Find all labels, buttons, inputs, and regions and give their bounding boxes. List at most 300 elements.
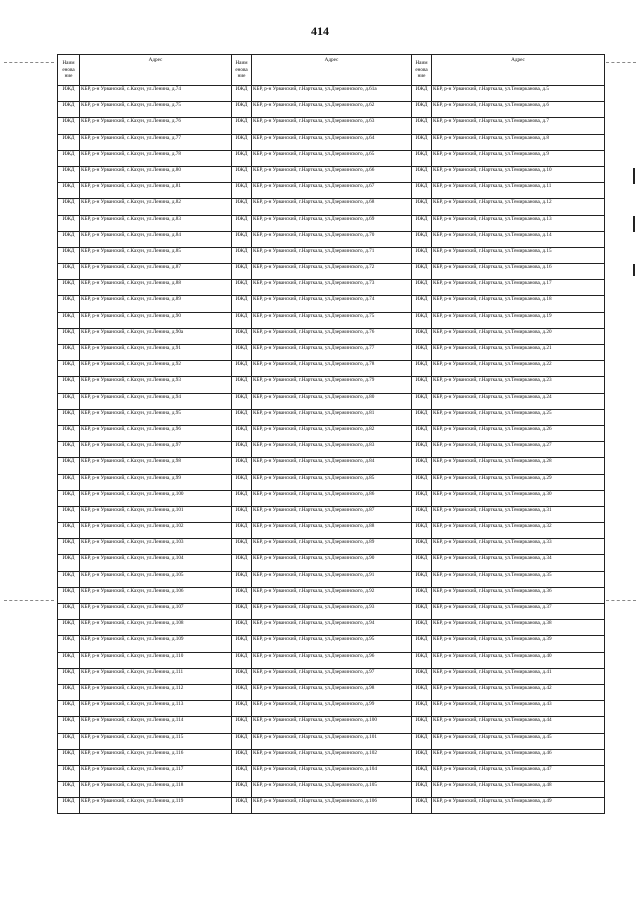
address-cell: КБР, р-н Урванский, г.Нарткала, ул.Темирканова, д.23 xyxy=(432,377,605,393)
address-cell: КБР, р-н Урванский, г.Нарткала, ул.Темирканова, д.7 xyxy=(432,118,605,134)
table-row xyxy=(58,118,605,134)
building-type-cell: ИЖД xyxy=(58,668,80,684)
table-row xyxy=(58,134,605,150)
address-cell: КБР, р-н Урванский, с.Кахун, ул.Ленина, д.84 xyxy=(80,231,232,247)
address-cell: КБР, р-н Урванский, г.Нарткала, ул.Дзержинского, д.72 xyxy=(252,264,412,280)
building-type-cell: ИЖД xyxy=(58,636,80,652)
address-cell: КБР, р-н Урванский, г.Нарткала, ул.Темирканова, д.33 xyxy=(432,539,605,555)
building-type-cell: ИЖД xyxy=(58,199,80,215)
building-type-cell: ИЖД xyxy=(412,86,432,102)
building-type-cell: ИЖД xyxy=(412,684,432,700)
address-cell: КБР, р-н Урванский, г.Нарткала, ул.Дзержинского, д.71 xyxy=(252,247,412,263)
address-cell: КБР, р-н Урванский, г.Нарткала, ул.Темирканова, д.47 xyxy=(432,765,605,781)
type-column-header: Наим енова ние xyxy=(232,55,252,86)
building-type-cell: ИЖД xyxy=(232,733,252,749)
table-row xyxy=(58,328,605,344)
address-cell: КБР, р-н Урванский, с.Кахун, ул.Ленина, д.77 xyxy=(80,134,232,150)
building-type-cell: ИЖД xyxy=(232,652,252,668)
address-cell: КБР, р-н Урванский, с.Кахун, ул.Ленина, д.110 xyxy=(80,652,232,668)
building-type-cell: ИЖД xyxy=(412,280,432,296)
address-cell: КБР, р-н Урванский, г.Нарткала, ул.Дзержинского, д.88 xyxy=(252,523,412,539)
building-type-cell: ИЖД xyxy=(232,668,252,684)
address-cell: КБР, р-н Урванский, с.Кахун, ул.Ленина, д.80 xyxy=(80,166,232,182)
building-type-cell: ИЖД xyxy=(58,183,80,199)
address-cell: КБР, р-н Урванский, г.Нарткала, ул.Темирканова, д.25 xyxy=(432,409,605,425)
building-type-cell: ИЖД xyxy=(58,150,80,166)
table-row xyxy=(58,668,605,684)
building-type-cell: ИЖД xyxy=(232,587,252,603)
table-row xyxy=(58,604,605,620)
address-cell: КБР, р-н Урванский, г.Нарткала, ул.Темирканова, д.27 xyxy=(432,442,605,458)
address-cell: КБР, р-н Урванский, г.Нарткала, ул.Темирканова, д.15 xyxy=(432,247,605,263)
building-type-cell: ИЖД xyxy=(58,749,80,765)
table-row xyxy=(58,102,605,118)
building-type-cell: ИЖД xyxy=(58,215,80,231)
address-column-header: Адрес xyxy=(432,55,605,86)
building-type-cell: ИЖД xyxy=(58,345,80,361)
building-type-cell: ИЖД xyxy=(232,442,252,458)
address-cell: КБР, р-н Урванский, г.Нарткала, ул.Дзержинского, д.92 xyxy=(252,587,412,603)
table-row xyxy=(58,555,605,571)
table-row xyxy=(58,749,605,765)
address-cell: КБР, р-н Урванский, с.Кахун, ул.Ленина, д.81 xyxy=(80,183,232,199)
address-cell: КБР, р-н Урванский, г.Нарткала, ул.Дзержинского, д.64 xyxy=(252,134,412,150)
building-type-cell: ИЖД xyxy=(412,102,432,118)
building-type-cell: ИЖД xyxy=(232,425,252,441)
building-type-cell: ИЖД xyxy=(232,636,252,652)
building-type-cell: ИЖД xyxy=(232,571,252,587)
building-type-cell: ИЖД xyxy=(232,555,252,571)
address-cell: КБР, р-н Урванский, г.Нарткала, ул.Дзержинского, д.75 xyxy=(252,312,412,328)
building-type-cell: ИЖД xyxy=(232,409,252,425)
address-cell: КБР, р-н Урванский, г.Нарткала, ул.Темирканова, д.36 xyxy=(432,587,605,603)
building-type-cell: ИЖД xyxy=(412,377,432,393)
building-type-cell: ИЖД xyxy=(58,604,80,620)
address-column-header: Адрес xyxy=(252,55,412,86)
address-cell: КБР, р-н Урванский, г.Нарткала, ул.Дзержинского, д.67 xyxy=(252,183,412,199)
building-type-cell: ИЖД xyxy=(232,280,252,296)
building-type-cell: ИЖД xyxy=(412,215,432,231)
building-type-cell: ИЖД xyxy=(58,377,80,393)
table-row xyxy=(58,377,605,393)
building-type-cell: ИЖД xyxy=(232,765,252,781)
table-row xyxy=(58,733,605,749)
table-body xyxy=(58,86,605,814)
building-type-cell: ИЖД xyxy=(412,118,432,134)
building-type-cell: ИЖД xyxy=(232,523,252,539)
address-cell: КБР, р-н Урванский, г.Нарткала, ул.Дзержинского, д.80 xyxy=(252,393,412,409)
table-row xyxy=(58,490,605,506)
address-cell: КБР, р-н Урванский, г.Нарткала, ул.Темирканова, д.10 xyxy=(432,166,605,182)
margin-edge-mark xyxy=(633,168,635,184)
address-cell: КБР, р-н Урванский, с.Кахун, ул.Ленина, д.118 xyxy=(80,782,232,798)
address-cell: КБР, р-н Урванский, г.Нарткала, ул.Темирканова, д.31 xyxy=(432,506,605,522)
address-cell: КБР, р-н Урванский, г.Нарткала, ул.Темирканова, д.34 xyxy=(432,555,605,571)
address-cell: КБР, р-н Урванский, с.Кахун, ул.Ленина, д.74 xyxy=(80,86,232,102)
address-cell: КБР, р-н Урванский, с.Кахун, ул.Ленина, д.100 xyxy=(80,490,232,506)
address-cell: КБР, р-н Урванский, г.Нарткала, ул.Темирканова, д.43 xyxy=(432,701,605,717)
table-row xyxy=(58,571,605,587)
building-type-cell: ИЖД xyxy=(232,798,252,814)
address-cell: КБР, р-н Урванский, г.Нарткала, ул.Темирканова, д.19 xyxy=(432,312,605,328)
building-type-cell: ИЖД xyxy=(232,102,252,118)
table-header-row xyxy=(58,55,605,86)
building-type-cell: ИЖД xyxy=(412,555,432,571)
building-type-cell: ИЖД xyxy=(412,604,432,620)
address-cell: КБР, р-н Урванский, г.Нарткала, ул.Темирканова, д.42 xyxy=(432,684,605,700)
address-cell: КБР, р-н Урванский, с.Кахун, ул.Ленина, д.94 xyxy=(80,393,232,409)
building-type-cell: ИЖД xyxy=(232,183,252,199)
address-cell: КБР, р-н Урванский, с.Кахун, ул.Ленина, д.78 xyxy=(80,150,232,166)
address-cell: КБР, р-н Урванский, с.Кахун, ул.Ленина, д.106 xyxy=(80,587,232,603)
building-type-cell: ИЖД xyxy=(412,183,432,199)
building-type-cell: ИЖД xyxy=(58,102,80,118)
address-cell: КБР, р-н Урванский, г.Нарткала, ул.Дзержинского, д.62 xyxy=(252,102,412,118)
table-row xyxy=(58,166,605,182)
building-type-cell: ИЖД xyxy=(232,134,252,150)
building-type-cell: ИЖД xyxy=(412,199,432,215)
margin-dash-mark xyxy=(606,62,636,63)
building-type-cell: ИЖД xyxy=(412,442,432,458)
address-cell: КБР, р-н Урванский, г.Нарткала, ул.Дзержинского, д.84 xyxy=(252,458,412,474)
address-cell: КБР, р-н Урванский, г.Нарткала, ул.Темирканова, д.20 xyxy=(432,328,605,344)
address-cell: КБР, р-н Урванский, г.Нарткала, ул.Дзержинского, д.70 xyxy=(252,231,412,247)
address-cell: КБР, р-н Урванский, г.Нарткала, ул.Дзержинского, д.66 xyxy=(252,166,412,182)
building-type-cell: ИЖД xyxy=(412,393,432,409)
address-column-header: Адрес xyxy=(80,55,232,86)
building-type-cell: ИЖД xyxy=(412,150,432,166)
address-cell: КБР, р-н Урванский, г.Нарткала, ул.Темирканова, д.12 xyxy=(432,199,605,215)
address-cell: КБР, р-н Урванский, с.Кахун, ул.Ленина, д.111 xyxy=(80,668,232,684)
building-type-cell: ИЖД xyxy=(58,474,80,490)
building-type-cell: ИЖД xyxy=(232,490,252,506)
building-type-cell: ИЖД xyxy=(412,539,432,555)
address-cell: КБР, р-н Урванский, с.Кахун, ул.Ленина, д.101 xyxy=(80,506,232,522)
address-cell: КБР, р-н Урванский, с.Кахун, ул.Ленина, д.98 xyxy=(80,458,232,474)
table-row xyxy=(58,312,605,328)
address-cell: КБР, р-н Урванский, с.Кахун, ул.Ленина, д.76 xyxy=(80,118,232,134)
address-cell: КБР, р-н Урванский, г.Нарткала, ул.Темирканова, д.38 xyxy=(432,620,605,636)
address-cell: КБР, р-н Урванский, с.Кахун, ул.Ленина, д.90а xyxy=(80,328,232,344)
building-type-cell: ИЖД xyxy=(412,733,432,749)
address-cell: КБР, р-н Урванский, г.Нарткала, ул.Дзержинского, д.79 xyxy=(252,377,412,393)
table-row xyxy=(58,798,605,814)
address-cell: КБР, р-н Урванский, с.Кахун, ул.Ленина, д.96 xyxy=(80,425,232,441)
table-row xyxy=(58,765,605,781)
building-type-cell: ИЖД xyxy=(232,247,252,263)
address-cell: КБР, р-н Урванский, г.Нарткала, ул.Дзержинского, д.81 xyxy=(252,409,412,425)
address-cell: КБР, р-н Урванский, г.Нарткала, ул.Темирканова, д.49 xyxy=(432,798,605,814)
table-row xyxy=(58,684,605,700)
building-type-cell: ИЖД xyxy=(412,782,432,798)
address-cell: КБР, р-н Урванский, г.Нарткала, ул.Темирканова, д.39 xyxy=(432,636,605,652)
address-cell: КБР, р-н Урванский, г.Нарткала, ул.Темирканова, д.30 xyxy=(432,490,605,506)
building-type-cell: ИЖД xyxy=(232,345,252,361)
building-type-cell: ИЖД xyxy=(232,506,252,522)
address-cell: КБР, р-н Урванский, г.Нарткала, ул.Дзержинского, д.82 xyxy=(252,425,412,441)
address-cell: КБР, р-н Урванский, с.Кахун, ул.Ленина, д.87 xyxy=(80,264,232,280)
building-type-cell: ИЖД xyxy=(58,458,80,474)
table-row xyxy=(58,280,605,296)
building-type-cell: ИЖД xyxy=(232,782,252,798)
building-type-cell: ИЖД xyxy=(58,166,80,182)
building-type-cell: ИЖД xyxy=(58,652,80,668)
address-cell: КБР, р-н Урванский, г.Нарткала, ул.Дзержинского, д.90 xyxy=(252,555,412,571)
building-type-cell: ИЖД xyxy=(232,458,252,474)
building-type-cell: ИЖД xyxy=(232,539,252,555)
table-row xyxy=(58,474,605,490)
address-cell: КБР, р-н Урванский, г.Нарткала, ул.Дзержинского, д.94 xyxy=(252,620,412,636)
building-type-cell: ИЖД xyxy=(232,199,252,215)
building-type-cell: ИЖД xyxy=(58,231,80,247)
building-type-cell: ИЖД xyxy=(58,571,80,587)
address-cell: КБР, р-н Урванский, г.Нарткала, ул.Дзержинского, д.101 xyxy=(252,733,412,749)
building-type-cell: ИЖД xyxy=(58,798,80,814)
table-row xyxy=(58,652,605,668)
building-type-cell: ИЖД xyxy=(232,717,252,733)
address-cell: КБР, р-н Урванский, г.Нарткала, ул.Темирканова, д.18 xyxy=(432,296,605,312)
building-type-cell: ИЖД xyxy=(412,247,432,263)
type-column-header: Наим енова ние xyxy=(412,55,432,86)
address-cell: КБР, р-н Урванский, г.Нарткала, ул.Темирканова, д.11 xyxy=(432,183,605,199)
building-type-cell: ИЖД xyxy=(232,701,252,717)
building-type-cell: ИЖД xyxy=(232,166,252,182)
building-type-cell: ИЖД xyxy=(58,555,80,571)
address-cell: КБР, р-н Урванский, г.Нарткала, ул.Дзержинского, д.100 xyxy=(252,717,412,733)
margin-dash-mark xyxy=(606,600,636,601)
address-cell: КБР, р-н Урванский, г.Нарткала, ул.Дзержинского, д.86 xyxy=(252,490,412,506)
building-type-cell: ИЖД xyxy=(58,409,80,425)
building-type-cell: ИЖД xyxy=(232,150,252,166)
building-type-cell: ИЖД xyxy=(58,328,80,344)
address-cell: КБР, р-н Урванский, г.Нарткала, ул.Дзержинского, д.99 xyxy=(252,701,412,717)
address-cell: КБР, р-н Урванский, г.Нарткала, ул.Темирканова, д.41 xyxy=(432,668,605,684)
building-type-cell: ИЖД xyxy=(232,604,252,620)
address-cell: КБР, р-н Урванский, с.Кахун, ул.Ленина, д.82 xyxy=(80,199,232,215)
table-row xyxy=(58,587,605,603)
address-cell: КБР, р-н Урванский, с.Кахун, ул.Ленина, д.117 xyxy=(80,765,232,781)
address-cell: КБР, р-н Урванский, с.Кахун, ул.Ленина, д.90 xyxy=(80,312,232,328)
address-cell: КБР, р-н Урванский, г.Нарткала, ул.Дзержинского, д.102 xyxy=(252,749,412,765)
building-type-cell: ИЖД xyxy=(412,409,432,425)
building-type-cell: ИЖД xyxy=(58,701,80,717)
address-cell: КБР, р-н Урванский, с.Кахун, ул.Ленина, д.114 xyxy=(80,717,232,733)
building-type-cell: ИЖД xyxy=(412,765,432,781)
address-cell: КБР, р-н Урванский, г.Нарткала, ул.Темирканова, д.9 xyxy=(432,150,605,166)
address-cell: КБР, р-н Урванский, г.Нарткала, ул.Дзержинского, д.105 xyxy=(252,782,412,798)
building-type-cell: ИЖД xyxy=(58,684,80,700)
address-cell: КБР, р-н Урванский, г.Нарткала, ул.Темирканова, д.22 xyxy=(432,361,605,377)
margin-edge-mark xyxy=(633,264,635,276)
table-row xyxy=(58,86,605,102)
table-row xyxy=(58,636,605,652)
address-cell: КБР, р-н Урванский, г.Нарткала, ул.Темирканова, д.44 xyxy=(432,717,605,733)
building-type-cell: ИЖД xyxy=(412,571,432,587)
building-type-cell: ИЖД xyxy=(412,134,432,150)
address-cell: КБР, р-н Урванский, г.Нарткала, ул.Дзержинского, д.61а xyxy=(252,86,412,102)
address-cell: КБР, р-н Урванский, с.Кахун, ул.Ленина, д.108 xyxy=(80,620,232,636)
margin-dash-mark xyxy=(4,600,54,601)
address-cell: КБР, р-н Урванский, г.Нарткала, ул.Темирканова, д.29 xyxy=(432,474,605,490)
building-type-cell: ИЖД xyxy=(412,312,432,328)
building-type-cell: ИЖД xyxy=(58,587,80,603)
address-cell: КБР, р-н Урванский, г.Нарткала, ул.Темирканова, д.21 xyxy=(432,345,605,361)
address-cell: КБР, р-н Урванский, с.Кахун, ул.Ленина, д.89 xyxy=(80,296,232,312)
building-type-cell: ИЖД xyxy=(58,733,80,749)
address-cell: КБР, р-н Урванский, г.Нарткала, ул.Дзержинского, д.74 xyxy=(252,296,412,312)
page-number: 414 xyxy=(311,24,329,38)
table-row xyxy=(58,247,605,263)
address-cell: КБР, р-н Урванский, г.Нарткала, ул.Дзержинского, д.68 xyxy=(252,199,412,215)
address-cell: КБР, р-н Урванский, г.Нарткала, ул.Дзержинского, д.76 xyxy=(252,328,412,344)
address-cell: КБР, р-н Урванский, г.Нарткала, ул.Темирканова, д.32 xyxy=(432,523,605,539)
building-type-cell: ИЖД xyxy=(232,749,252,765)
table-row xyxy=(58,409,605,425)
address-cell: КБР, р-н Урванский, г.Нарткала, ул.Дзержинского, д.97 xyxy=(252,668,412,684)
building-type-cell: ИЖД xyxy=(412,587,432,603)
address-cell: КБР, р-н Урванский, г.Нарткала, ул.Дзержинского, д.106 xyxy=(252,798,412,814)
table-row xyxy=(58,620,605,636)
building-type-cell: ИЖД xyxy=(58,539,80,555)
address-cell: КБР, р-н Урванский, г.Нарткала, ул.Темирканова, д.35 xyxy=(432,571,605,587)
building-type-cell: ИЖД xyxy=(58,425,80,441)
building-type-cell: ИЖД xyxy=(232,231,252,247)
building-type-cell: ИЖД xyxy=(412,361,432,377)
building-type-cell: ИЖД xyxy=(412,296,432,312)
building-type-cell: ИЖД xyxy=(58,247,80,263)
building-type-cell: ИЖД xyxy=(232,86,252,102)
address-cell: КБР, р-н Урванский, г.Нарткала, ул.Дзержинского, д.77 xyxy=(252,345,412,361)
address-cell: КБР, р-н Урванский, г.Нарткала, ул.Темирканова, д.46 xyxy=(432,749,605,765)
address-cell: КБР, р-н Урванский, г.Нарткала, ул.Дзержинского, д.87 xyxy=(252,506,412,522)
address-cell: КБР, р-н Урванский, с.Кахун, ул.Ленина, д.95 xyxy=(80,409,232,425)
building-type-cell: ИЖД xyxy=(412,166,432,182)
building-type-cell: ИЖД xyxy=(232,620,252,636)
address-cell: КБР, р-н Урванский, с.Кахун, ул.Ленина, д.113 xyxy=(80,701,232,717)
building-type-cell: ИЖД xyxy=(412,264,432,280)
table-row xyxy=(58,506,605,522)
address-cell: КБР, р-н Урванский, г.Нарткала, ул.Темирканова, д.14 xyxy=(432,231,605,247)
address-cell: КБР, р-н Урванский, г.Нарткала, ул.Темирканова, д.5 xyxy=(432,86,605,102)
table-row xyxy=(58,442,605,458)
building-type-cell: ИЖД xyxy=(58,134,80,150)
building-type-cell: ИЖД xyxy=(232,377,252,393)
address-cell: КБР, р-н Урванский, с.Кахун, ул.Ленина, д.99 xyxy=(80,474,232,490)
address-table xyxy=(57,54,605,814)
address-cell: КБР, р-н Урванский, г.Нарткала, ул.Дзержинского, д.85 xyxy=(252,474,412,490)
address-cell: КБР, р-н Урванский, г.Нарткала, ул.Дзержинского, д.93 xyxy=(252,604,412,620)
building-type-cell: ИЖД xyxy=(58,620,80,636)
building-type-cell: ИЖД xyxy=(58,312,80,328)
address-cell: КБР, р-н Урванский, г.Нарткала, ул.Дзержинского, д.96 xyxy=(252,652,412,668)
building-type-cell: ИЖД xyxy=(412,490,432,506)
address-cell: КБР, р-н Урванский, с.Кахун, ул.Ленина, д.92 xyxy=(80,361,232,377)
address-cell: КБР, р-н Урванский, г.Нарткала, ул.Темирканова, д.28 xyxy=(432,458,605,474)
building-type-cell: ИЖД xyxy=(412,458,432,474)
address-cell: КБР, р-н Урванский, г.Нарткала, ул.Дзержинского, д.65 xyxy=(252,150,412,166)
table-row xyxy=(58,393,605,409)
address-cell: КБР, р-н Урванский, г.Нарткала, ул.Темирканова, д.6 xyxy=(432,102,605,118)
address-cell: КБР, р-н Урванский, г.Нарткала, ул.Темирканова, д.48 xyxy=(432,782,605,798)
building-type-cell: ИЖД xyxy=(58,296,80,312)
building-type-cell: ИЖД xyxy=(232,328,252,344)
table-row xyxy=(58,215,605,231)
address-cell: КБР, р-н Урванский, г.Нарткала, ул.Темирканова, д.17 xyxy=(432,280,605,296)
address-cell: КБР, р-н Урванский, с.Кахун, ул.Ленина, д.104 xyxy=(80,555,232,571)
building-type-cell: ИЖД xyxy=(412,636,432,652)
building-type-cell: ИЖД xyxy=(232,393,252,409)
address-cell: КБР, р-н Урванский, г.Нарткала, ул.Дзержинского, д.83 xyxy=(252,442,412,458)
building-type-cell: ИЖД xyxy=(58,393,80,409)
building-type-cell: ИЖД xyxy=(412,701,432,717)
table-row xyxy=(58,523,605,539)
address-cell: КБР, р-н Урванский, г.Нарткала, ул.Дзержинского, д.69 xyxy=(252,215,412,231)
table-row xyxy=(58,183,605,199)
address-cell: КБР, р-н Урванский, г.Нарткала, ул.Дзержинского, д.104 xyxy=(252,765,412,781)
building-type-cell: ИЖД xyxy=(412,425,432,441)
address-cell: КБР, р-н Урванский, с.Кахун, ул.Ленина, д.83 xyxy=(80,215,232,231)
address-cell: КБР, р-н Урванский, с.Кахун, ул.Ленина, д.91 xyxy=(80,345,232,361)
building-type-cell: ИЖД xyxy=(58,442,80,458)
building-type-cell: ИЖД xyxy=(58,523,80,539)
building-type-cell: ИЖД xyxy=(58,86,80,102)
building-type-cell: ИЖД xyxy=(58,280,80,296)
building-type-cell: ИЖД xyxy=(412,620,432,636)
table-row xyxy=(58,782,605,798)
building-type-cell: ИЖД xyxy=(232,118,252,134)
building-type-cell: ИЖД xyxy=(412,749,432,765)
table-row xyxy=(58,199,605,215)
building-type-cell: ИЖД xyxy=(232,474,252,490)
margin-dash-mark xyxy=(4,62,54,63)
table-row xyxy=(58,296,605,312)
address-cell: КБР, р-н Урванский, г.Нарткала, ул.Темирканова, д.13 xyxy=(432,215,605,231)
building-type-cell: ИЖД xyxy=(232,296,252,312)
address-cell: КБР, р-н Урванский, г.Нарткала, ул.Дзержинского, д.73 xyxy=(252,280,412,296)
address-cell: КБР, р-н Урванский, г.Нарткала, ул.Темирканова, д.24 xyxy=(432,393,605,409)
address-cell: КБР, р-н Урванский, с.Кахун, ул.Ленина, д.103 xyxy=(80,539,232,555)
table-row xyxy=(58,361,605,377)
building-type-cell: ИЖД xyxy=(412,798,432,814)
building-type-cell: ИЖД xyxy=(412,345,432,361)
address-cell: КБР, р-н Урванский, г.Нарткала, ул.Дзержинского, д.98 xyxy=(252,684,412,700)
building-type-cell: ИЖД xyxy=(58,264,80,280)
address-cell: КБР, р-н Урванский, с.Кахун, ул.Ленина, д.97 xyxy=(80,442,232,458)
address-cell: КБР, р-н Урванский, с.Кахун, ул.Ленина, д.116 xyxy=(80,749,232,765)
margin-edge-mark xyxy=(633,216,635,232)
address-cell: КБР, р-н Урванский, с.Кахун, ул.Ленина, д.115 xyxy=(80,733,232,749)
address-cell: КБР, р-н Урванский, г.Нарткала, ул.Темирканова, д.45 xyxy=(432,733,605,749)
building-type-cell: ИЖД xyxy=(58,765,80,781)
table-row xyxy=(58,717,605,733)
address-cell: КБР, р-н Урванский, г.Нарткала, ул.Дзержинского, д.95 xyxy=(252,636,412,652)
building-type-cell: ИЖД xyxy=(412,668,432,684)
table-row xyxy=(58,150,605,166)
address-cell: КБР, р-н Урванский, с.Кахун, ул.Ленина, д.93 xyxy=(80,377,232,393)
building-type-cell: ИЖД xyxy=(58,118,80,134)
building-type-cell: ИЖД xyxy=(58,506,80,522)
type-column-header: Наим енова ние xyxy=(58,55,80,86)
table-row xyxy=(58,539,605,555)
table-row xyxy=(58,425,605,441)
address-cell: КБР, р-н Урванский, с.Кахун, ул.Ленина, д.107 xyxy=(80,604,232,620)
building-type-cell: ИЖД xyxy=(58,717,80,733)
table-row xyxy=(58,701,605,717)
building-type-cell: ИЖД xyxy=(232,361,252,377)
address-cell: КБР, р-н Урванский, г.Нарткала, ул.Темирканова, д.16 xyxy=(432,264,605,280)
address-cell: КБР, р-н Урванский, г.Нарткала, ул.Дзержинского, д.63 xyxy=(252,118,412,134)
address-cell: КБР, р-н Урванский, с.Кахун, ул.Ленина, д.75 xyxy=(80,102,232,118)
